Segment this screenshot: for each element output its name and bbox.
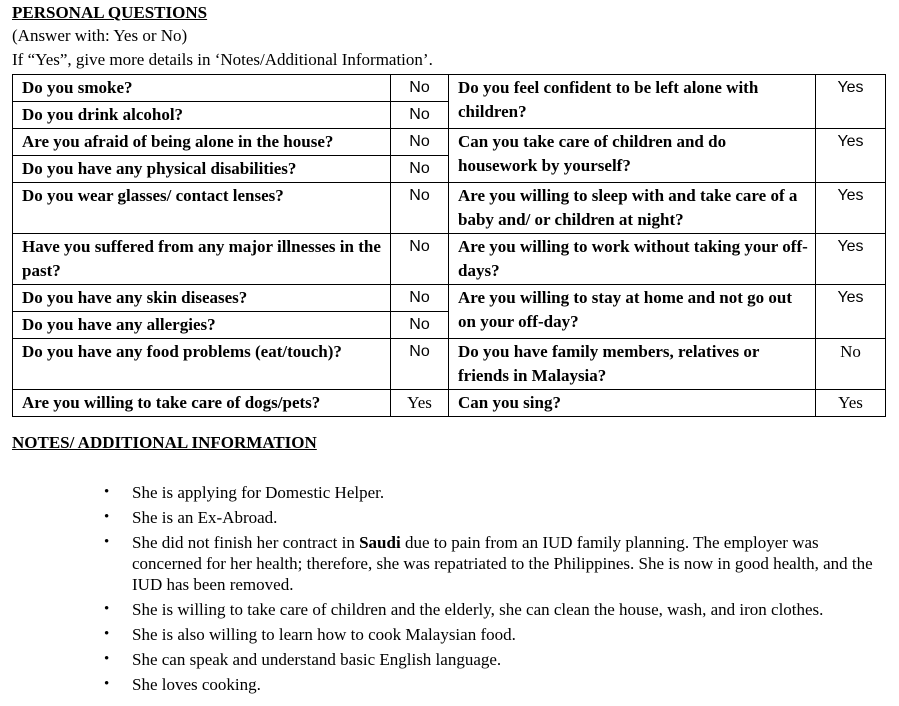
note-text-bold: Saudi xyxy=(359,533,401,552)
answer-left: No xyxy=(391,183,449,234)
question-left: Do you have any food problems (eat/touch)? xyxy=(13,339,391,390)
question-left: Do you wear glasses/ contact lenses? xyxy=(13,183,391,234)
question-right: Do you feel confident to be left alone with children? xyxy=(449,75,816,129)
list-item xyxy=(104,507,884,528)
answer-left: No xyxy=(391,234,449,285)
question-right: Do you have family members, relatives or friends in Malaysia? xyxy=(449,339,816,390)
question-left: Do you have any physical disabilities? xyxy=(13,156,391,183)
question-left: Have you suffered from any major illnesses in the past? xyxy=(13,234,391,285)
bullet-icon: • xyxy=(104,601,110,617)
answer-left: No xyxy=(391,312,449,339)
bullet-icon: • xyxy=(104,509,110,525)
section-title-personal-questions: PERSONAL QUESTIONS xyxy=(12,3,208,22)
note-text: She can speak and understand basic English language. xyxy=(132,650,502,669)
list-item xyxy=(104,624,884,645)
notes-list xyxy=(104,482,884,699)
answer-right: Yes xyxy=(816,390,886,417)
answer-left: No xyxy=(391,285,449,312)
bullet-icon: • xyxy=(104,626,110,642)
answer-right: No xyxy=(816,339,886,390)
answer-right: Yes xyxy=(816,75,886,129)
answer-right: Yes xyxy=(816,285,886,339)
note-text-before: She did not finish her contract in xyxy=(132,533,360,552)
table-row xyxy=(13,285,886,312)
list-item xyxy=(104,649,884,670)
question-right: Can you sing? xyxy=(449,390,816,417)
bullet-icon: • xyxy=(104,651,110,667)
instruction-answer: (Answer with: Yes or No) xyxy=(12,26,188,45)
answer-left: No xyxy=(391,102,449,129)
question-left: Are you willing to take care of dogs/pets? xyxy=(13,390,391,417)
note-text: She is an Ex-Abroad. xyxy=(132,508,278,527)
question-left: Do you have any allergies? xyxy=(13,312,391,339)
bullet-icon: • xyxy=(104,484,110,500)
table-row xyxy=(13,390,886,417)
table-row xyxy=(13,339,886,390)
list-item xyxy=(104,482,884,503)
question-right: Are you willing to stay at home and not go out on your off-day? xyxy=(449,285,816,339)
list-item xyxy=(104,599,884,620)
list-item xyxy=(104,674,884,695)
answer-left: No xyxy=(391,339,449,390)
table-row xyxy=(13,183,886,234)
answer-right: Yes xyxy=(816,129,886,183)
table-row xyxy=(13,75,886,102)
table-row xyxy=(13,129,886,156)
note-text: She is also willing to learn how to cook Malaysian food. xyxy=(132,625,516,644)
questions-table xyxy=(12,74,886,417)
note-text-after: due to pain from an IUD family planning. The employer was concerned for her health; therefore, she was repatriated to the Philippines. She is now in good health, and the IUD has been removed. xyxy=(132,533,873,594)
note-text: She is willing to take care of children and the elderly, she can clean the house, wash, and iron clothes. xyxy=(132,600,824,619)
answer-left: No xyxy=(391,129,449,156)
bullet-icon: • xyxy=(104,534,110,550)
question-left: Do you have any skin diseases? xyxy=(13,285,391,312)
note-text: She loves cooking. xyxy=(132,675,261,694)
answer-right: Yes xyxy=(816,234,886,285)
answer-left: Yes xyxy=(391,390,449,417)
note-text: She is applying for Domestic Helper. xyxy=(132,483,385,502)
instruction-details: If “Yes”, give more details in ‘Notes/Additional Information’. xyxy=(12,50,433,69)
question-right: Can you take care of children and do housework by yourself? xyxy=(449,129,816,183)
question-right: Are you willing to work without taking your off-days? xyxy=(449,234,816,285)
bullet-icon: • xyxy=(104,676,110,692)
question-right: Are you willing to sleep with and take care of a baby and/ or children at night? xyxy=(449,183,816,234)
document-header xyxy=(12,2,890,72)
note-text xyxy=(132,532,884,595)
table-row xyxy=(13,234,886,285)
list-item xyxy=(104,532,884,595)
question-left: Do you smoke? xyxy=(13,75,391,102)
answer-left: No xyxy=(391,156,449,183)
answer-right: Yes xyxy=(816,183,886,234)
answer-left: No xyxy=(391,75,449,102)
question-left: Do you drink alcohol? xyxy=(13,102,391,129)
section-title-notes: NOTES/ ADDITIONAL INFORMATION xyxy=(12,433,317,452)
question-left: Are you afraid of being alone in the house? xyxy=(13,129,391,156)
